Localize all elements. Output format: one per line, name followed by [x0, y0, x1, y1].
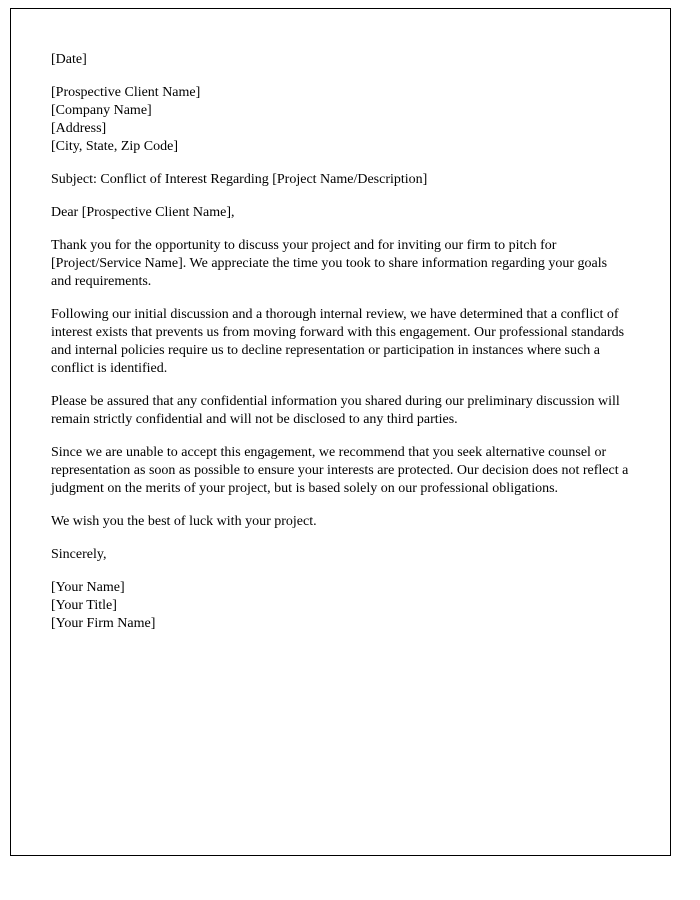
letter-page	[10, 8, 671, 856]
body-paragraph-3: Please be assured that any confidential information you shared during our preliminary discussion will remain strictly confidential and will not be disclosed to any third parties.	[51, 394, 620, 427]
signature-name: [Your Name]	[51, 580, 125, 595]
signature-firm: [Your Firm Name]	[51, 616, 156, 631]
body-paragraph-1: Thank you for the opportunity to discuss your project and for inviting our firm to pitch for [Project/Service Name]. We appreciate the time you took to share information regarding your goals and requirements.	[51, 238, 608, 289]
salutation: Dear [Prospective Client Name],	[51, 205, 235, 220]
body-paragraph-5: We wish you the best of luck with your project.	[51, 514, 317, 529]
recipient-address: [Address]	[51, 121, 107, 136]
subject-line: Subject: Conflict of Interest Regarding [Project Name/Description]	[51, 172, 428, 187]
recipient-name: [Prospective Client Name]	[51, 85, 201, 100]
recipient-block	[51, 84, 630, 156]
date-placeholder: [Date]	[51, 52, 87, 67]
recipient-company: [Company Name]	[51, 103, 152, 118]
signature-title: [Your Title]	[51, 598, 117, 613]
signature-block	[51, 579, 630, 633]
body-paragraph-4: Since we are unable to accept this engagement, we recommend that you seek alternative counsel or representation as soon as possible to ensure your interests are protected. Our decision does not reflect a judgment on the merits of your project, but is based solely on our professional obligations.	[51, 445, 629, 496]
body-paragraph-2: Following our initial discussion and a thorough internal review, we have determined that a conflict of interest exists that prevents us from moving forward with this engagement. Our professional standards and internal policies require us to decline representation or participation in instances where such a conflict is identified.	[51, 307, 625, 376]
closing: Sincerely,	[51, 547, 107, 562]
recipient-city-state-zip: [City, State, Zip Code]	[51, 139, 179, 154]
